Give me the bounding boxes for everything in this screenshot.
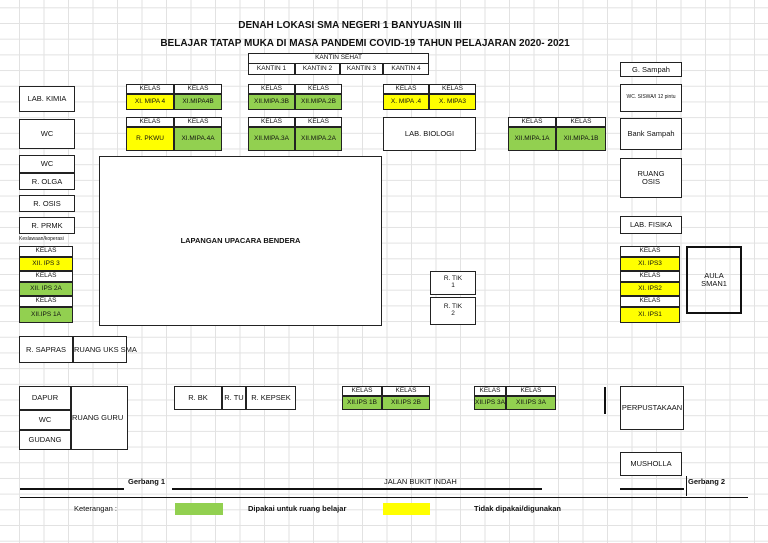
gudang: GUDANG: [19, 430, 71, 450]
class-xii-mipa-2b: XII.MIPA.2B: [295, 94, 342, 110]
kelas-label: KELAS: [556, 117, 606, 127]
wc-top: WC: [19, 119, 75, 149]
fence-line: [620, 488, 684, 490]
kelas-label: KELAS: [19, 246, 73, 257]
kelas-label: KELAS: [295, 84, 342, 94]
road-label: JALAN BUKIT INDAH: [384, 477, 457, 487]
musholla: MUSHOLLA: [620, 452, 682, 476]
r-tu: R. TU: [222, 386, 246, 410]
class-xi-mipa-4: XI. MIPA 4: [126, 94, 174, 110]
kelas-label: KELAS: [620, 296, 680, 307]
g-sampah: G. Sampah: [620, 62, 682, 77]
kelas-label: KELAS: [429, 84, 476, 94]
kelas-label: KELAS: [506, 386, 556, 396]
wc-mid: WC: [19, 155, 75, 173]
kelas-label: KELAS: [295, 117, 342, 127]
r-tik-1: R. TIK 1: [430, 271, 476, 295]
ruang-guru: RUANG GURU: [71, 386, 128, 450]
r-tik-2: R. TIK 2: [430, 297, 476, 325]
kelas-label: KELAS: [620, 271, 680, 282]
ruang-osis: RUANG OSIS: [620, 158, 682, 198]
gate-post: [686, 476, 687, 496]
class-xi-mipa4b: XI.MIPA4B: [174, 94, 222, 110]
kelas-label: KELAS: [342, 386, 382, 396]
koperasi-label: Keslawaan/koperasi: [19, 236, 64, 243]
kantin-1: KANTIN 1: [248, 63, 295, 75]
page-title: DENAH LOKASI SMA NEGERI 1 BANYUASIN III: [238, 20, 462, 32]
kelas-label: KELAS: [383, 84, 429, 94]
class-xi-ips2: XI. IPS2: [620, 282, 680, 296]
kantin-2: KANTIN 2: [295, 63, 340, 75]
kelas-label: KELAS: [248, 84, 295, 94]
r-bk: R. BK: [174, 386, 222, 410]
kelas-label: KELAS: [174, 84, 222, 94]
lab-kimia: LAB. KIMIA: [19, 86, 75, 112]
class-xii-ips-1b: XII.IPS 1B: [342, 396, 382, 410]
r-osis: R. OSIS: [19, 195, 75, 212]
class-xii-ips-1a: XII.IPS 1A: [19, 307, 73, 323]
class-xii-ips-2a: XII. IPS 2A: [19, 282, 73, 296]
legend-label: Keterangan :: [74, 504, 117, 514]
class-x-mipa-4: X. MIPA .4: [383, 94, 429, 110]
class-xii-mipa-2a: XII.MIPA.2A: [295, 127, 342, 151]
legend-green-text: Dipakai untuk ruang belajar: [248, 504, 347, 514]
fence-line: [172, 488, 542, 490]
r-sapras: R. SAPRAS: [19, 336, 73, 363]
kelas-label: KELAS: [474, 386, 506, 396]
r-prmk: R. PRMK: [19, 217, 75, 234]
lapangan-upacara: LAPANGAN UPACARA BENDERA: [99, 156, 382, 326]
wc-bottom: WC: [19, 410, 71, 430]
wc-siswa: WC. SISWA/I 12 pintu: [620, 84, 682, 112]
lab-biologi: LAB. BIOLOGI: [383, 117, 476, 151]
class-xii-mipa-1a: XII.MIPA.1A: [508, 127, 556, 151]
kantin-3: KANTIN 3: [340, 63, 383, 75]
bank-sampah: Bank Sampah: [620, 118, 682, 150]
r-olga: R. OLGA: [19, 173, 75, 190]
class-xi-ips1: XI. IPS1: [620, 307, 680, 323]
class-xi-mipa-4a: XI.MIPA.4A: [174, 127, 222, 151]
wall-divider: [604, 387, 606, 414]
class-xi-ips3: XI. IPS3: [620, 257, 680, 271]
kelas-label: KELAS: [126, 84, 174, 94]
class-xii-mipa-1b: XII.MIPA.1B: [556, 127, 606, 151]
class-xii-mipa-3b: XII.MIPA.3B: [248, 94, 295, 110]
aula-sman1: AULA SMAN1: [686, 246, 742, 314]
kelas-label: KELAS: [126, 117, 174, 127]
dapur: DAPUR: [19, 386, 71, 410]
legend-green-swatch: [175, 503, 223, 515]
page-subtitle: BELAJAR TATAP MUKA DI MASA PANDEMI COVID-19 TAHUN PELAJARAN 2020- 2021: [160, 37, 570, 49]
class-xii-mipa-3a: XII.MIPA.3A: [248, 127, 295, 151]
kelas-label: KELAS: [382, 386, 430, 396]
gerbang-2: Gerbang 2: [688, 477, 726, 487]
gerbang-1: Gerbang 1: [128, 477, 166, 487]
kantin-sehat-header: KANTIN SEHAT: [248, 53, 429, 64]
kelas-label: KELAS: [248, 117, 295, 127]
class-xii-ips-2b: XII.IPS 2B: [382, 396, 430, 410]
legend-yellow-text: Tidak dipakai/digunakan: [474, 504, 561, 514]
ruang-uks: RUANG UKS SMA: [73, 336, 127, 363]
r-kepsek: R. KEPSEK: [246, 386, 296, 410]
class-r-pkwu: R. PKWU: [126, 127, 174, 151]
lab-fisika: LAB. FISIKA: [620, 216, 682, 234]
kantin-4: KANTIN 4: [383, 63, 429, 75]
legend-yellow-swatch: [383, 503, 430, 515]
kelas-label: KELAS: [508, 117, 556, 127]
class-x-mipa3: X. MIPA3: [429, 94, 476, 110]
class-xii-ips-3a: XII.IPS 3A: [474, 396, 506, 410]
kelas-label: KELAS: [620, 246, 680, 257]
class-xii-ips-3: XII. IPS 3: [19, 257, 73, 271]
class-xii-ips-3a-2: XII.IPS 3A: [506, 396, 556, 410]
kelas-label: KELAS: [174, 117, 222, 127]
perpustakaan: PERPUSTAKAAN: [620, 386, 684, 430]
kelas-label: KELAS: [19, 271, 73, 282]
fence-line: [20, 488, 124, 490]
road-line: [20, 497, 748, 498]
kelas-label: KELAS: [19, 296, 73, 307]
